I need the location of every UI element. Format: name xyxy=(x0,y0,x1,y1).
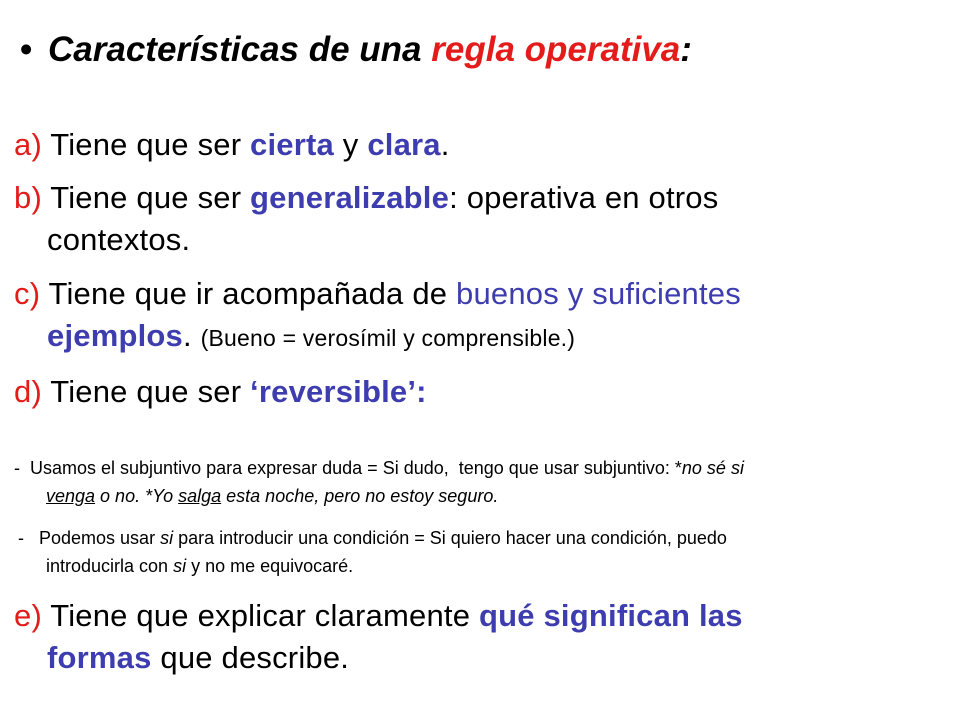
item-d-text: Tiene que ser xyxy=(41,374,251,409)
item-c-marker: c) xyxy=(14,276,41,311)
item-a-marker: a) xyxy=(14,127,42,162)
sub-item-2-dash: - xyxy=(18,528,24,548)
item-a-keyword-1: cierta xyxy=(250,127,334,162)
title-colon: : xyxy=(680,30,692,69)
item-b-continuation: contextos. xyxy=(47,222,191,257)
item-b-text-2: : operativa en otros xyxy=(449,180,719,215)
sub-item-2-continuation xyxy=(18,552,948,580)
item-a-text-2: y xyxy=(333,127,368,162)
sub-item-2-si-2: si xyxy=(173,556,187,576)
item-b-marker: b) xyxy=(14,180,42,215)
item-c-period: . xyxy=(182,318,201,353)
item-c-keyword-2: ejemplos xyxy=(47,318,183,353)
item-b xyxy=(14,177,934,261)
sub-item-2-text-2: para introducir una condición = Si quiero hacer una condición, puedo xyxy=(173,528,727,548)
sub-item-1 xyxy=(14,454,944,510)
sub-item-1-text-3: esta noche, pero no estoy seguro. xyxy=(221,486,499,506)
item-c-keyword: buenos y suficientes xyxy=(456,276,741,311)
item-e-marker: e) xyxy=(14,598,42,633)
item-a-period: . xyxy=(440,127,450,162)
item-d-marker: d) xyxy=(14,374,42,409)
item-a-keyword-2: clara xyxy=(367,127,441,162)
slide-title xyxy=(20,30,692,70)
sub-item-2-text: Podemos usar xyxy=(24,528,161,548)
item-a-text: Tiene que ser xyxy=(41,127,251,162)
item-e-text: Tiene que explicar claramente xyxy=(41,598,479,633)
item-e-keyword-2: formas xyxy=(47,640,152,675)
sub-item-2 xyxy=(18,524,948,580)
sub-item-1-continuation xyxy=(14,482,944,510)
item-c-text: Tiene que ir acompañada de xyxy=(40,276,457,311)
bullet-icon: • xyxy=(20,30,33,69)
item-a xyxy=(14,124,934,166)
item-e-keyword: qué significan las xyxy=(478,598,743,633)
sub-item-1-dash: - xyxy=(14,458,20,478)
item-e-text-2: que describe. xyxy=(151,640,350,675)
sub-item-2-text-4: y no me equivocaré. xyxy=(186,556,354,576)
sub-item-2-text-3: introducirla con xyxy=(46,556,174,576)
item-e-continuation xyxy=(14,637,934,679)
title-highlight: regla operativa xyxy=(431,30,681,69)
item-d-keyword: ‘reversible’: xyxy=(250,374,427,409)
sub-item-1-text: Usamos el subjuntivo para expresar duda = Si dudo, tengo que usar subjuntivo: * xyxy=(20,458,682,478)
item-c xyxy=(14,273,934,359)
title-text-1: Características de una xyxy=(48,30,432,69)
sub-item-2-si: si xyxy=(160,528,174,548)
item-b-text: Tiene que ser xyxy=(41,180,251,215)
item-c-continuation xyxy=(14,315,934,359)
sub-item-1-text-2: o no. *Yo xyxy=(95,486,179,506)
item-e xyxy=(14,595,934,679)
sub-item-1-underlined-1: venga xyxy=(46,486,96,506)
item-b-keyword: generalizable xyxy=(250,180,450,215)
sub-item-1-underlined-2: salga xyxy=(178,486,222,506)
sub-item-1-example: no sé si xyxy=(681,458,744,478)
item-c-note: (Bueno = verosímil y comprensible.) xyxy=(200,325,576,351)
item-d xyxy=(14,371,934,413)
